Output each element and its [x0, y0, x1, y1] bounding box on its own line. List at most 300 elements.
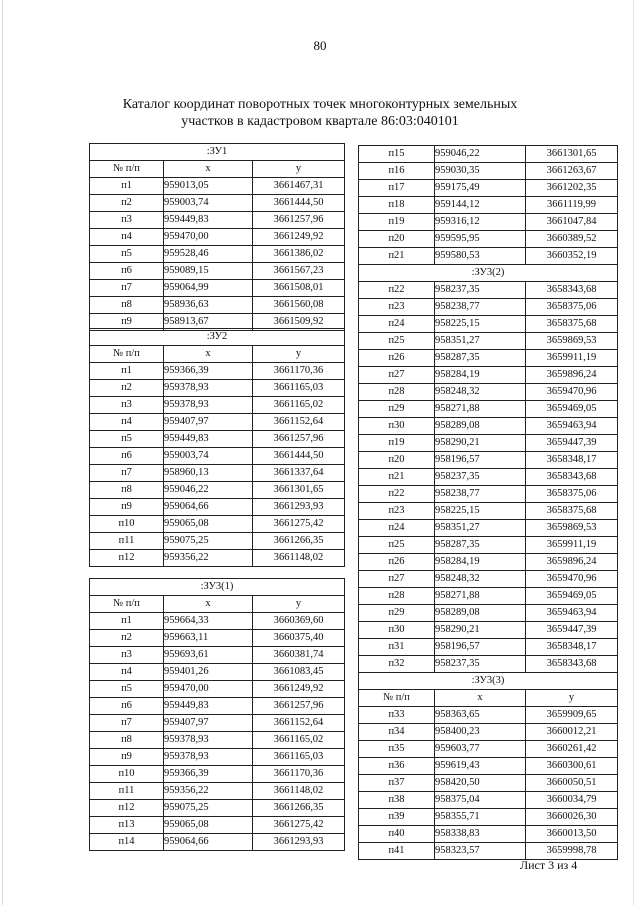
coordinate-x: 959064,66	[164, 834, 253, 851]
coordinate-x: 959316,12	[435, 214, 526, 231]
coordinate-y: 3659469,05	[526, 588, 618, 605]
coordinate-x: 959619,43	[435, 758, 526, 775]
table-row	[359, 622, 618, 639]
coordinate-y: 3658348,17	[526, 452, 618, 469]
coordinate-y: 3658343,68	[526, 282, 618, 299]
table-row	[359, 401, 618, 418]
coordinate-y: 3659447,39	[526, 435, 618, 452]
coordinate-y: 3661266,35	[253, 800, 345, 817]
point-number: п2	[90, 195, 164, 212]
table-row	[90, 482, 345, 499]
table-row	[359, 367, 618, 384]
coordinate-y: 3659896,24	[526, 554, 618, 571]
coordinate-y: 3661509,92	[253, 314, 345, 331]
column-header-x: x	[164, 596, 253, 613]
coordinate-y: 3659463,94	[526, 418, 618, 435]
coordinate-y: 3661165,02	[253, 397, 345, 414]
coordinate-y: 3659469,05	[526, 401, 618, 418]
point-number: п37	[359, 775, 435, 792]
table-row	[359, 724, 618, 741]
coordinates-table-zu1	[89, 143, 345, 331]
table-row	[359, 775, 618, 792]
point-number: п15	[359, 146, 435, 163]
table-row	[359, 316, 618, 333]
coordinate-y: 3660369,60	[253, 613, 345, 630]
table-row	[359, 180, 618, 197]
table-row	[90, 834, 345, 851]
point-number: п19	[359, 214, 435, 231]
table-row	[359, 537, 618, 554]
table-row	[90, 414, 345, 431]
column-header-number: № п/п	[90, 161, 164, 178]
coordinate-x: 959175,49	[435, 180, 526, 197]
column-header-x: x	[435, 690, 526, 707]
coordinate-x: 959378,93	[164, 749, 253, 766]
point-number: п6	[90, 263, 164, 280]
coordinate-y: 3661386,02	[253, 246, 345, 263]
table-row	[359, 503, 618, 520]
coordinate-y: 3660034,79	[526, 792, 618, 809]
coordinate-y: 3661165,03	[253, 380, 345, 397]
coordinate-y: 3660050,51	[526, 775, 618, 792]
table-row	[359, 486, 618, 503]
header-row	[90, 161, 345, 178]
coordinate-y: 3661202,35	[526, 180, 618, 197]
coordinate-x: 959144,12	[435, 197, 526, 214]
table-row	[90, 246, 345, 263]
coordinate-x: 958351,27	[435, 520, 526, 537]
column-header-number: № п/п	[90, 346, 164, 363]
table-row	[90, 817, 345, 834]
point-number: п16	[359, 163, 435, 180]
point-number: п28	[359, 588, 435, 605]
table-row	[359, 639, 618, 656]
coordinate-x: 959089,15	[164, 263, 253, 280]
table-row	[359, 333, 618, 350]
point-number: п21	[359, 248, 435, 265]
table-row	[90, 550, 345, 567]
coordinate-x: 959075,25	[164, 533, 253, 550]
coordinate-x: 959693,61	[164, 647, 253, 664]
coordinate-x: 958400,23	[435, 724, 526, 741]
coordinate-x: 959603,77	[435, 741, 526, 758]
point-number: п26	[359, 350, 435, 367]
table-row	[90, 766, 345, 783]
point-number: п2	[90, 630, 164, 647]
table-row	[90, 516, 345, 533]
table-row	[90, 212, 345, 229]
point-number: п1	[90, 613, 164, 630]
coordinate-x: 959407,97	[164, 414, 253, 431]
point-number: п25	[359, 537, 435, 554]
point-number: п5	[90, 681, 164, 698]
table-row	[359, 469, 618, 486]
coordinate-y: 3658343,68	[526, 469, 618, 486]
document-title-line-1: Каталог координат поворотных точек многоконтурных земельных	[122, 97, 518, 112]
coordinate-y: 3661301,65	[526, 146, 618, 163]
table-row	[359, 248, 618, 265]
coordinate-x: 958248,32	[435, 384, 526, 401]
table-row	[359, 809, 618, 826]
coordinate-x: 959470,00	[164, 229, 253, 246]
coordinate-y: 3658375,68	[526, 316, 618, 333]
coordinate-y: 3659998,78	[526, 843, 618, 860]
coordinate-y: 3661152,64	[253, 715, 345, 732]
column-header-number: № п/п	[359, 690, 435, 707]
coordinate-y: 3659869,53	[526, 520, 618, 537]
scan-edge-right	[633, 0, 634, 905]
coordinate-x: 959003,74	[164, 195, 253, 212]
coordinate-y: 3661170,36	[253, 766, 345, 783]
coordinate-x: 959449,83	[164, 431, 253, 448]
point-number: п12	[90, 550, 164, 567]
table-row	[359, 197, 618, 214]
point-number: п11	[90, 533, 164, 550]
coordinate-x: 958225,15	[435, 503, 526, 520]
coordinate-y: 3659463,94	[526, 605, 618, 622]
section-title: :ЗУ3(1)	[90, 579, 345, 596]
coordinate-y: 3661257,96	[253, 212, 345, 229]
table-row	[359, 282, 618, 299]
section-title: :ЗУ3(3)	[359, 673, 618, 690]
point-number: п4	[90, 414, 164, 431]
point-number: п41	[359, 843, 435, 860]
point-number: п5	[90, 246, 164, 263]
coordinate-y: 3659909,65	[526, 707, 618, 724]
coordinate-y: 3661257,96	[253, 431, 345, 448]
coordinate-y: 3661567,23	[253, 263, 345, 280]
coordinate-x: 959046,22	[164, 482, 253, 499]
coordinate-y: 3660012,21	[526, 724, 618, 741]
coordinate-x: 959046,22	[435, 146, 526, 163]
point-number: п22	[359, 282, 435, 299]
coordinate-x: 959378,93	[164, 732, 253, 749]
table-row	[359, 384, 618, 401]
coordinate-x: 959356,22	[164, 550, 253, 567]
coordinate-y: 3661266,35	[253, 533, 345, 550]
coordinate-x: 959030,35	[435, 163, 526, 180]
coordinate-y: 3661148,02	[253, 550, 345, 567]
header-row	[359, 690, 618, 707]
coordinates-table-zu3-1	[89, 578, 345, 851]
coordinate-x: 959366,39	[164, 766, 253, 783]
table-row	[90, 783, 345, 800]
coordinate-x: 959064,66	[164, 499, 253, 516]
point-number: п9	[90, 314, 164, 331]
coordinate-x: 959003,74	[164, 448, 253, 465]
table-row	[90, 229, 345, 246]
coordinate-y: 3660013,50	[526, 826, 618, 843]
table-row	[359, 792, 618, 809]
coordinate-x: 958287,35	[435, 350, 526, 367]
coordinate-x: 958284,19	[435, 554, 526, 571]
section-row	[90, 329, 345, 346]
coordinate-x: 958271,88	[435, 588, 526, 605]
column-header-y: y	[253, 161, 345, 178]
coordinate-x: 958290,21	[435, 622, 526, 639]
coordinate-y: 3661148,02	[253, 783, 345, 800]
coordinate-x: 958238,77	[435, 299, 526, 316]
point-number: п9	[90, 499, 164, 516]
column-header-x: x	[164, 161, 253, 178]
coordinate-y: 3661444,50	[253, 195, 345, 212]
table-row	[90, 630, 345, 647]
coordinate-y: 3658343,68	[526, 656, 618, 673]
table-row	[90, 263, 345, 280]
point-number: п28	[359, 384, 435, 401]
point-number: п1	[90, 178, 164, 195]
coordinate-y: 3661263,67	[526, 163, 618, 180]
column-header-y: y	[253, 596, 345, 613]
coordinate-x: 958271,88	[435, 401, 526, 418]
point-number: п33	[359, 707, 435, 724]
coordinate-y: 3660389,52	[526, 231, 618, 248]
point-number: п7	[90, 715, 164, 732]
coordinate-y: 3660352,19	[526, 248, 618, 265]
point-number: п32	[359, 656, 435, 673]
coordinate-x: 958225,15	[435, 316, 526, 333]
coordinate-x: 959664,33	[164, 613, 253, 630]
coordinate-x: 959366,39	[164, 363, 253, 380]
coordinate-x: 958289,08	[435, 418, 526, 435]
coordinate-y: 3661444,50	[253, 448, 345, 465]
coordinate-x: 959064,99	[164, 280, 253, 297]
coordinate-x: 959470,00	[164, 681, 253, 698]
table-row	[90, 448, 345, 465]
coordinate-x: 958960,13	[164, 465, 253, 482]
point-number: п19	[359, 435, 435, 452]
coordinate-y: 3658348,17	[526, 639, 618, 656]
point-number: п3	[90, 647, 164, 664]
point-number: п13	[90, 817, 164, 834]
coordinate-y: 3661083,45	[253, 664, 345, 681]
point-number: п4	[90, 664, 164, 681]
table-row	[359, 435, 618, 452]
point-number: п39	[359, 809, 435, 826]
point-number: п8	[90, 732, 164, 749]
header-row	[90, 596, 345, 613]
point-number: п25	[359, 333, 435, 350]
section-title: :ЗУ2	[90, 329, 345, 346]
coordinate-y: 3658375,06	[526, 299, 618, 316]
section-row	[90, 579, 345, 596]
coordinate-x: 958375,04	[435, 792, 526, 809]
coordinate-x: 958248,32	[435, 571, 526, 588]
table-row	[359, 163, 618, 180]
point-number: п6	[90, 448, 164, 465]
table-row	[90, 715, 345, 732]
table-row	[90, 664, 345, 681]
coordinates-table-zu2	[89, 328, 345, 567]
point-number: п3	[90, 397, 164, 414]
point-number: п11	[90, 783, 164, 800]
coordinate-y: 3659447,39	[526, 622, 618, 639]
coordinate-x: 958287,35	[435, 537, 526, 554]
coordinate-x: 958338,83	[435, 826, 526, 843]
coordinate-y: 3661257,96	[253, 698, 345, 715]
coordinates-table-right	[358, 145, 618, 860]
point-number: п40	[359, 826, 435, 843]
point-number: п29	[359, 605, 435, 622]
coordinate-x: 959378,93	[164, 397, 253, 414]
point-number: п8	[90, 297, 164, 314]
point-number: п30	[359, 418, 435, 435]
table-row	[359, 826, 618, 843]
table-row	[359, 758, 618, 775]
coordinate-y: 3661467,31	[253, 178, 345, 195]
point-number: п5	[90, 431, 164, 448]
table-row	[90, 533, 345, 550]
coordinate-y: 3661165,02	[253, 732, 345, 749]
header-row	[90, 346, 345, 363]
point-number: п24	[359, 520, 435, 537]
table-row	[359, 231, 618, 248]
coordinate-y: 3661152,64	[253, 414, 345, 431]
coordinate-x: 958913,67	[164, 314, 253, 331]
section-title: :ЗУ1	[90, 144, 345, 161]
table-row	[359, 299, 618, 316]
coordinate-y: 3661293,93	[253, 499, 345, 516]
coordinate-y: 3658375,06	[526, 486, 618, 503]
table-row	[90, 431, 345, 448]
table-row	[359, 588, 618, 605]
point-number: п26	[359, 554, 435, 571]
point-number: п12	[90, 800, 164, 817]
coordinate-x: 959580,53	[435, 248, 526, 265]
table-row	[359, 656, 618, 673]
coordinate-x: 958351,27	[435, 333, 526, 350]
point-number: п17	[359, 180, 435, 197]
page-number: 80	[313, 38, 327, 53]
point-number: п29	[359, 401, 435, 418]
sheet-counter: Лист 3 из 4	[520, 858, 578, 872]
point-number: п10	[90, 516, 164, 533]
table-row	[90, 195, 345, 212]
point-number: п18	[359, 197, 435, 214]
point-number: п38	[359, 792, 435, 809]
point-number: п36	[359, 758, 435, 775]
column-header-x: x	[164, 346, 253, 363]
coordinate-y: 3661275,42	[253, 516, 345, 533]
section-row	[90, 144, 345, 161]
coordinate-x: 959449,83	[164, 212, 253, 229]
column-header-y: y	[526, 690, 618, 707]
table-row	[90, 681, 345, 698]
point-number: п23	[359, 299, 435, 316]
point-number: п27	[359, 367, 435, 384]
coordinate-y: 3661119,99	[526, 197, 618, 214]
coordinate-y: 3659911,19	[526, 537, 618, 554]
table-row	[90, 800, 345, 817]
coordinate-y: 3659896,24	[526, 367, 618, 384]
coordinate-x: 958936,63	[164, 297, 253, 314]
table-row	[90, 698, 345, 715]
scan-edge-left	[2, 0, 3, 905]
coordinate-x: 958237,35	[435, 282, 526, 299]
table-row	[359, 707, 618, 724]
coordinate-x: 958237,35	[435, 656, 526, 673]
coordinate-x: 958237,35	[435, 469, 526, 486]
table-row	[359, 350, 618, 367]
point-number: п14	[90, 834, 164, 851]
table-row	[90, 380, 345, 397]
point-number: п24	[359, 316, 435, 333]
coordinate-x: 959378,93	[164, 380, 253, 397]
column-header-number: № п/п	[90, 596, 164, 613]
coordinate-y: 3661337,64	[253, 465, 345, 482]
table-row	[359, 146, 618, 163]
coordinate-x: 958284,19	[435, 367, 526, 384]
coordinate-y: 3661047,84	[526, 214, 618, 231]
point-number: п2	[90, 380, 164, 397]
table-row	[90, 499, 345, 516]
table-row	[359, 605, 618, 622]
coordinate-y: 3661275,42	[253, 817, 345, 834]
coordinate-x: 959449,83	[164, 698, 253, 715]
coordinate-y: 3660026,30	[526, 809, 618, 826]
coordinate-x: 958355,71	[435, 809, 526, 826]
section-row	[359, 265, 618, 282]
coordinate-y: 3661560,08	[253, 297, 345, 314]
coordinate-x: 958290,21	[435, 435, 526, 452]
coordinate-x: 959528,46	[164, 246, 253, 263]
coordinate-x: 959356,22	[164, 783, 253, 800]
coordinate-x: 959065,08	[164, 516, 253, 533]
table-row	[359, 554, 618, 571]
coordinate-y: 3661249,92	[253, 229, 345, 246]
coordinate-y: 3661170,36	[253, 363, 345, 380]
table-row	[90, 647, 345, 664]
table-row	[90, 363, 345, 380]
coordinate-x: 959401,26	[164, 664, 253, 681]
coordinate-x: 958196,57	[435, 452, 526, 469]
coordinate-y: 3661249,92	[253, 681, 345, 698]
coordinate-y: 3660300,61	[526, 758, 618, 775]
point-number: п27	[359, 571, 435, 588]
coordinate-x: 958323,57	[435, 843, 526, 860]
document-title	[80, 96, 560, 130]
point-number: п3	[90, 212, 164, 229]
point-number: п7	[90, 465, 164, 482]
coordinate-x: 958289,08	[435, 605, 526, 622]
coordinate-y: 3661301,65	[253, 482, 345, 499]
coordinate-y: 3660381,74	[253, 647, 345, 664]
coordinate-y: 3661165,03	[253, 749, 345, 766]
coordinate-x: 958196,57	[435, 639, 526, 656]
point-number: п35	[359, 741, 435, 758]
table-row	[90, 465, 345, 482]
coordinate-y: 3658375,68	[526, 503, 618, 520]
point-number: п21	[359, 469, 435, 486]
coordinate-y: 3660261,42	[526, 741, 618, 758]
coordinate-y: 3659869,53	[526, 333, 618, 350]
coordinate-x: 958238,77	[435, 486, 526, 503]
point-number: п4	[90, 229, 164, 246]
point-number: п6	[90, 698, 164, 715]
coordinate-y: 3659911,19	[526, 350, 618, 367]
point-number: п9	[90, 749, 164, 766]
section-title: :ЗУ3(2)	[359, 265, 618, 282]
column-header-y: y	[253, 346, 345, 363]
point-number: п30	[359, 622, 435, 639]
section-row	[359, 673, 618, 690]
coordinate-x: 959663,11	[164, 630, 253, 647]
coordinate-y: 3661293,93	[253, 834, 345, 851]
coordinate-x: 959407,97	[164, 715, 253, 732]
point-number: п22	[359, 486, 435, 503]
table-row	[90, 732, 345, 749]
table-row	[359, 214, 618, 231]
